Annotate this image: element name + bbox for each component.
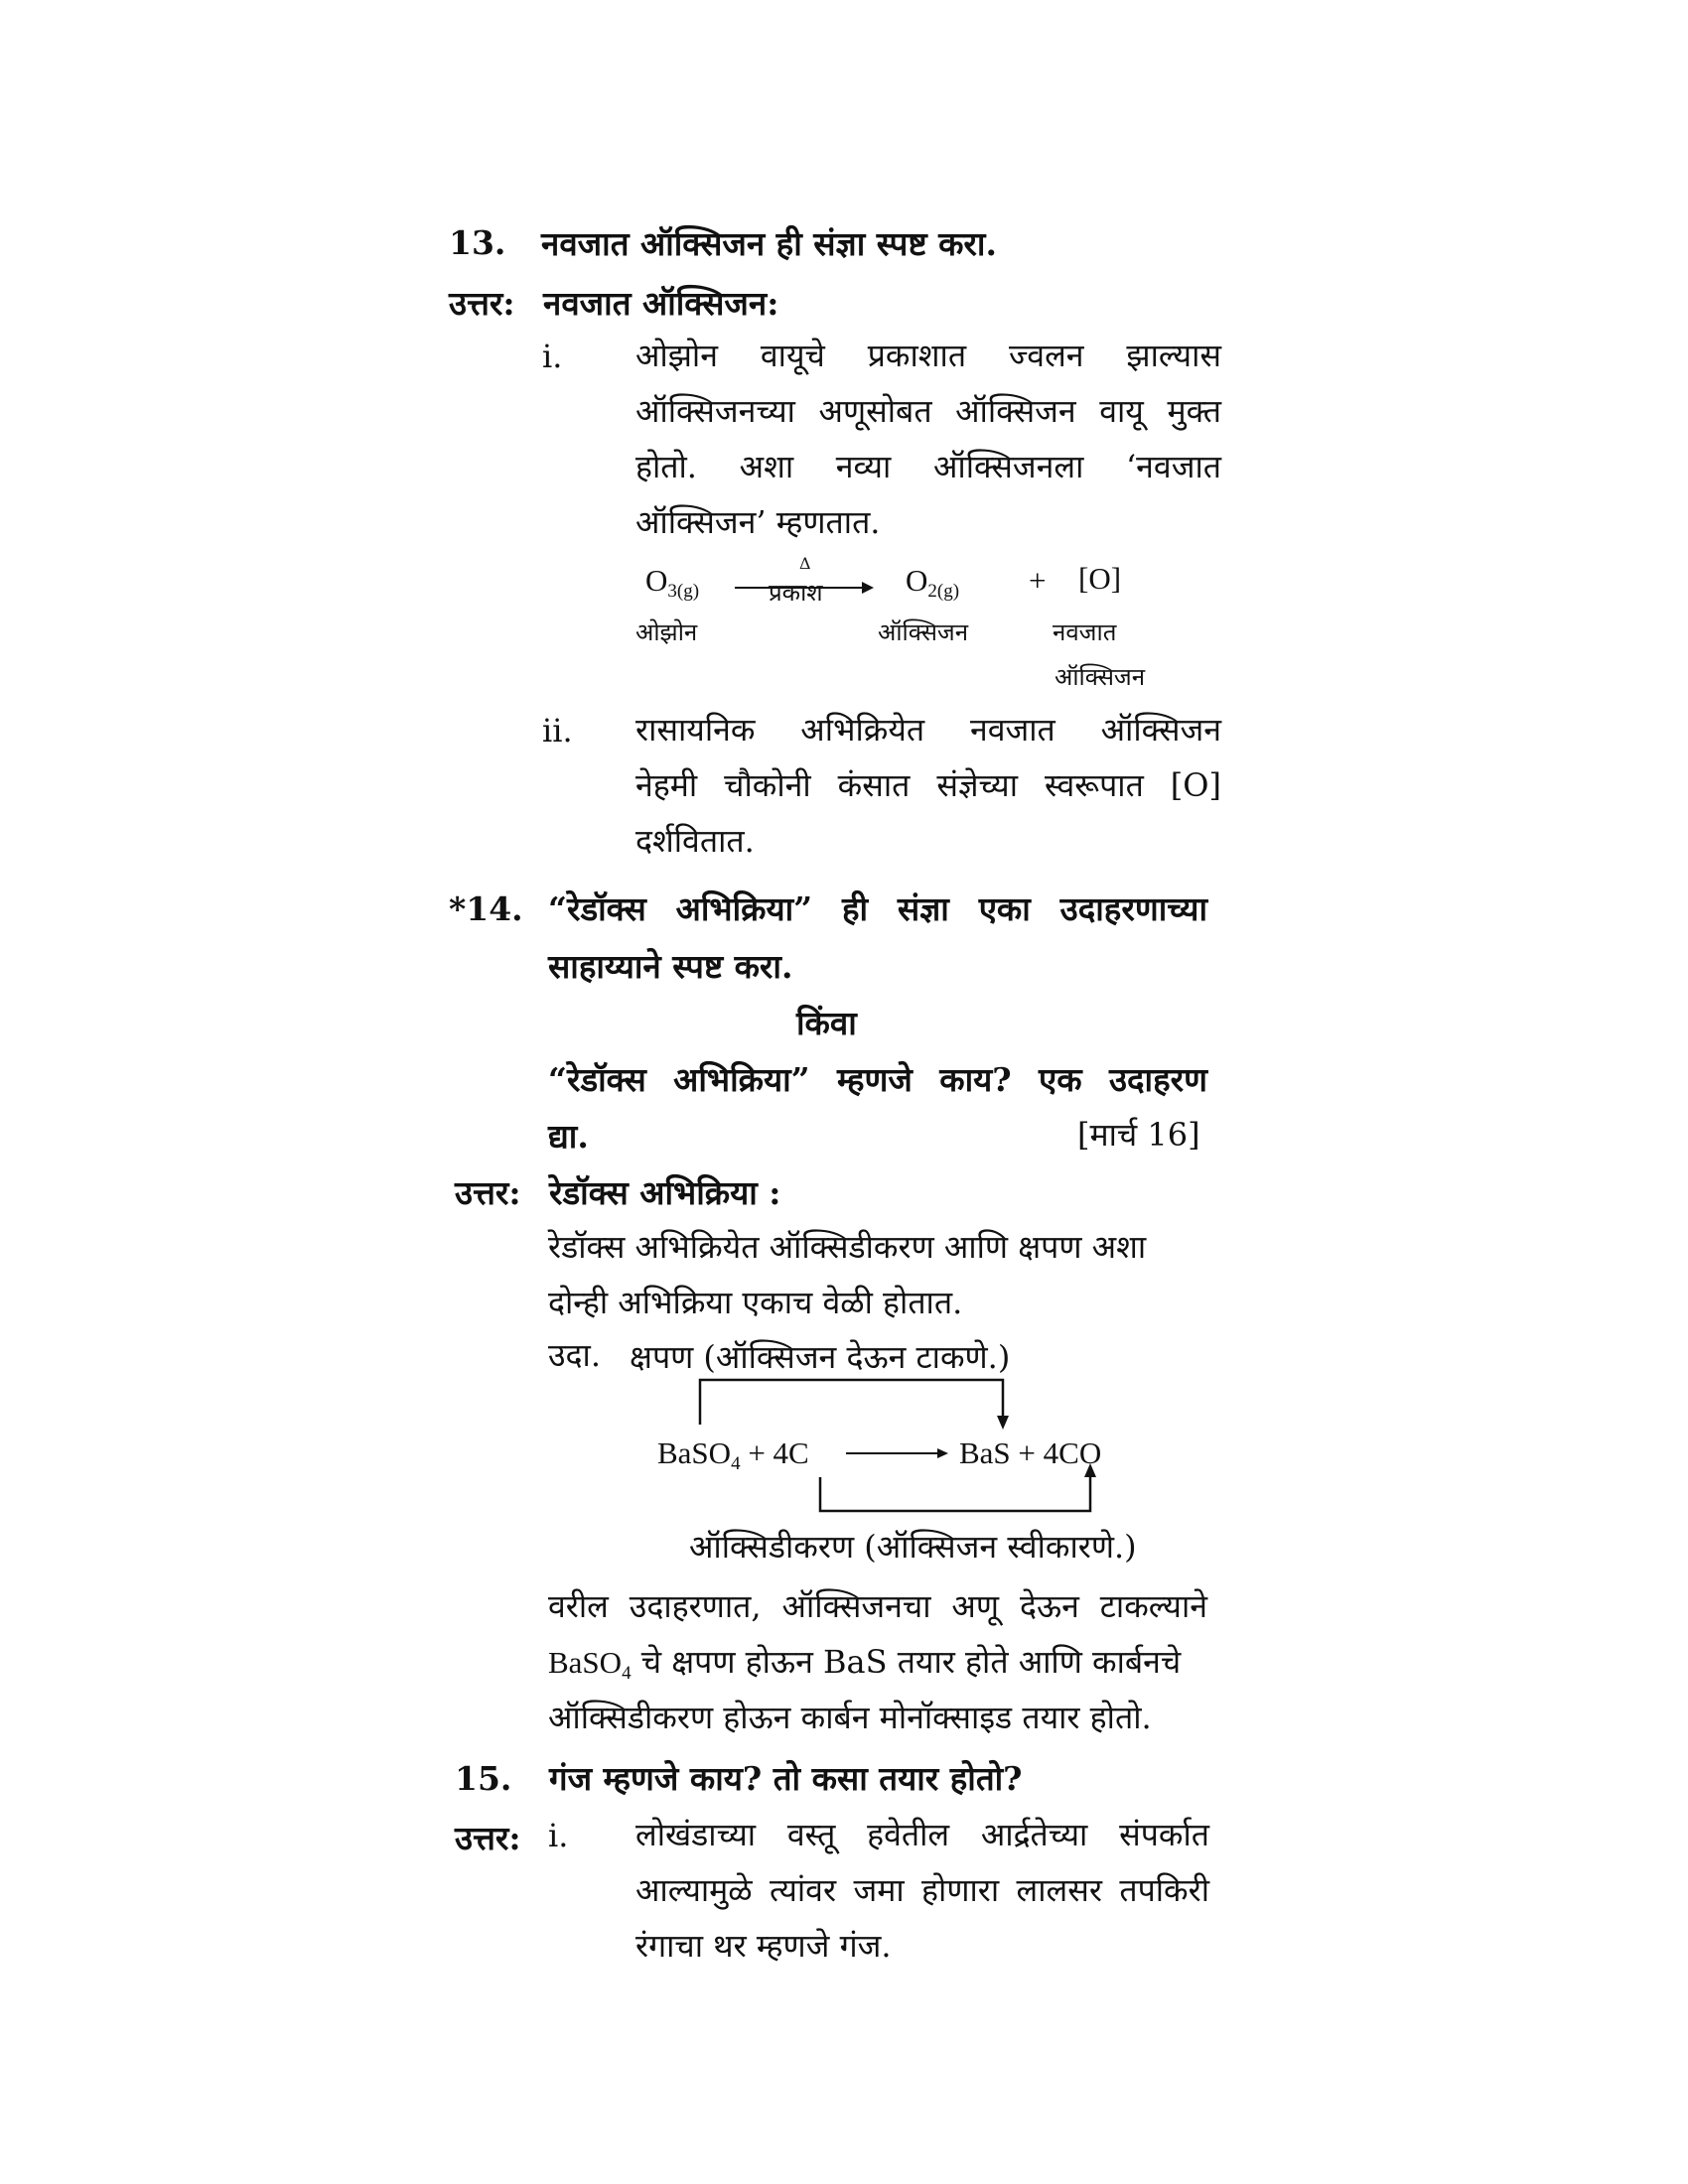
reaction-arrow-top: Δ xyxy=(799,554,811,573)
q15-answer-label: उत्तर: xyxy=(455,1819,521,1857)
equation-rhs: BaS + 4CO xyxy=(959,1435,1102,1470)
q13-point1-line: ऑक्सिजनच्या अणूसोबत ऑक्सिजन वायू मुक्त xyxy=(635,392,1221,430)
q14-number: *14. xyxy=(449,889,523,928)
q14-explanation-line: ऑक्सिडीकरण होऊन कार्बन मोनॉक्साइड तयार होतो. xyxy=(548,1699,1152,1736)
reaction-reactant: $O_{3(g)}$ xyxy=(645,563,700,602)
q13-point1-marker: i. xyxy=(542,338,563,375)
q14-explanation-line: वरील उदाहरणात, ऑक्सिजनचा अणू देऊन टाकल्याने xyxy=(548,1587,1207,1625)
reaction-label-ozone: ओझोन xyxy=(635,618,698,646)
q14-or: किंवा xyxy=(796,1004,857,1042)
q14-definition-line: रेडॉक्स अभिक्रियेत ऑक्सिडीकरण आणि क्षपण अशा xyxy=(548,1228,1147,1266)
q14-question-line1: “रेडॉक्स अभिक्रिया” ही संज्ञा एका उदाहरणाच्या xyxy=(548,889,1207,928)
q13-question: नवजात ऑक्सिजन ही संज्ञा स्पष्ट करा. xyxy=(541,224,997,263)
reaction-product1: $O_{2(g)}$ xyxy=(906,563,960,602)
q14-alt-line2: द्या. xyxy=(548,1117,589,1156)
q14-definition-line: दोन्ही अभिक्रिया एकाच वेळी होतात. xyxy=(548,1284,963,1321)
reaction-arrow-bottom: प्रकाश xyxy=(769,579,823,607)
q14-exam-ref: [मार्च 16] xyxy=(1077,1116,1200,1154)
reaction-plus: + xyxy=(1029,563,1047,598)
q13-answer-heading: नवजात ऑक्सिजन: xyxy=(543,284,779,323)
oxidation-bracket xyxy=(820,1475,1090,1511)
q14-reduction-label: क्षपण (ऑक्सिजन देऊन टाकणे.) xyxy=(630,1338,1011,1376)
q13-point1-line: ओझोन वायूचे प्रकाशात ज्वलन झाल्यास xyxy=(635,337,1221,374)
q13-point2-line: नेहमी चौकोनी कंसात संज्ञेच्या स्वरूपात [O] xyxy=(635,766,1221,804)
q13-number: 13. xyxy=(449,223,506,262)
q15-line: लोखंडाच्या वस्तू हवेतील आर्द्रतेच्या संपर्कात xyxy=(635,1816,1209,1853)
reaction-label-nascent-2: ऑक्सिजन xyxy=(1055,663,1146,691)
q14-answer-heading: रेडॉक्स अभिक्रिया : xyxy=(549,1173,781,1212)
q14-oxidation-label: ऑक्सिडीकरण (ऑक्सिजन स्वीकारणे.) xyxy=(689,1528,1137,1566)
q14-example-label: उदा. xyxy=(548,1336,601,1374)
q14-answer-label: उत्तर: xyxy=(455,1173,521,1212)
q15-number: 15. xyxy=(455,1759,512,1798)
q14-explanation-line: BaSO$_4$ चे क्षपण होऊन BaS तयार होते आणि कार्बनचे xyxy=(548,1643,1182,1684)
equation-arrowhead xyxy=(937,1448,948,1458)
reaction-label-nascent-1: नवजात xyxy=(1053,618,1117,646)
q15-line: रंगाचा थर म्हणजे गंज. xyxy=(635,1927,892,1965)
equation-lhs: BaSO$_4$ + 4C xyxy=(657,1435,809,1474)
q13-point2-line: रासायनिक अभिक्रियेत नवजात ऑक्सिजन xyxy=(635,711,1221,749)
q13-point2-line: दर्शवितात. xyxy=(635,822,755,860)
q15-marker: i. xyxy=(548,1817,569,1854)
q13-point1-line: ऑक्सिजन’ म्हणतात. xyxy=(635,503,881,541)
reduction-arrowhead xyxy=(997,1416,1009,1430)
q14-alt-line1: “रेडॉक्स अभिक्रिया” म्हणजे काय? एक उदाहरण xyxy=(548,1060,1207,1099)
reduction-bracket xyxy=(700,1380,1003,1425)
q13-answer-label: उत्तर: xyxy=(449,284,515,323)
q15-line: आल्यामुळे त्यांवर जमा होणारा लालसर तपकिरी xyxy=(635,1871,1209,1909)
q13-point2-marker: ii. xyxy=(542,712,573,750)
q13-point1-line: होतो. अशा नव्या ऑक्सिजनला ‘नवजात xyxy=(635,448,1221,485)
reaction-label-oxygen: ऑक्सिजन xyxy=(878,618,969,646)
reaction-product2: [O] xyxy=(1078,561,1122,596)
q14-question-line2: साहाय्याने स्पष्ट करा. xyxy=(548,947,793,986)
q15-question: गंज म्हणजे काय? तो कसा तयार होतो? xyxy=(549,1759,1023,1798)
